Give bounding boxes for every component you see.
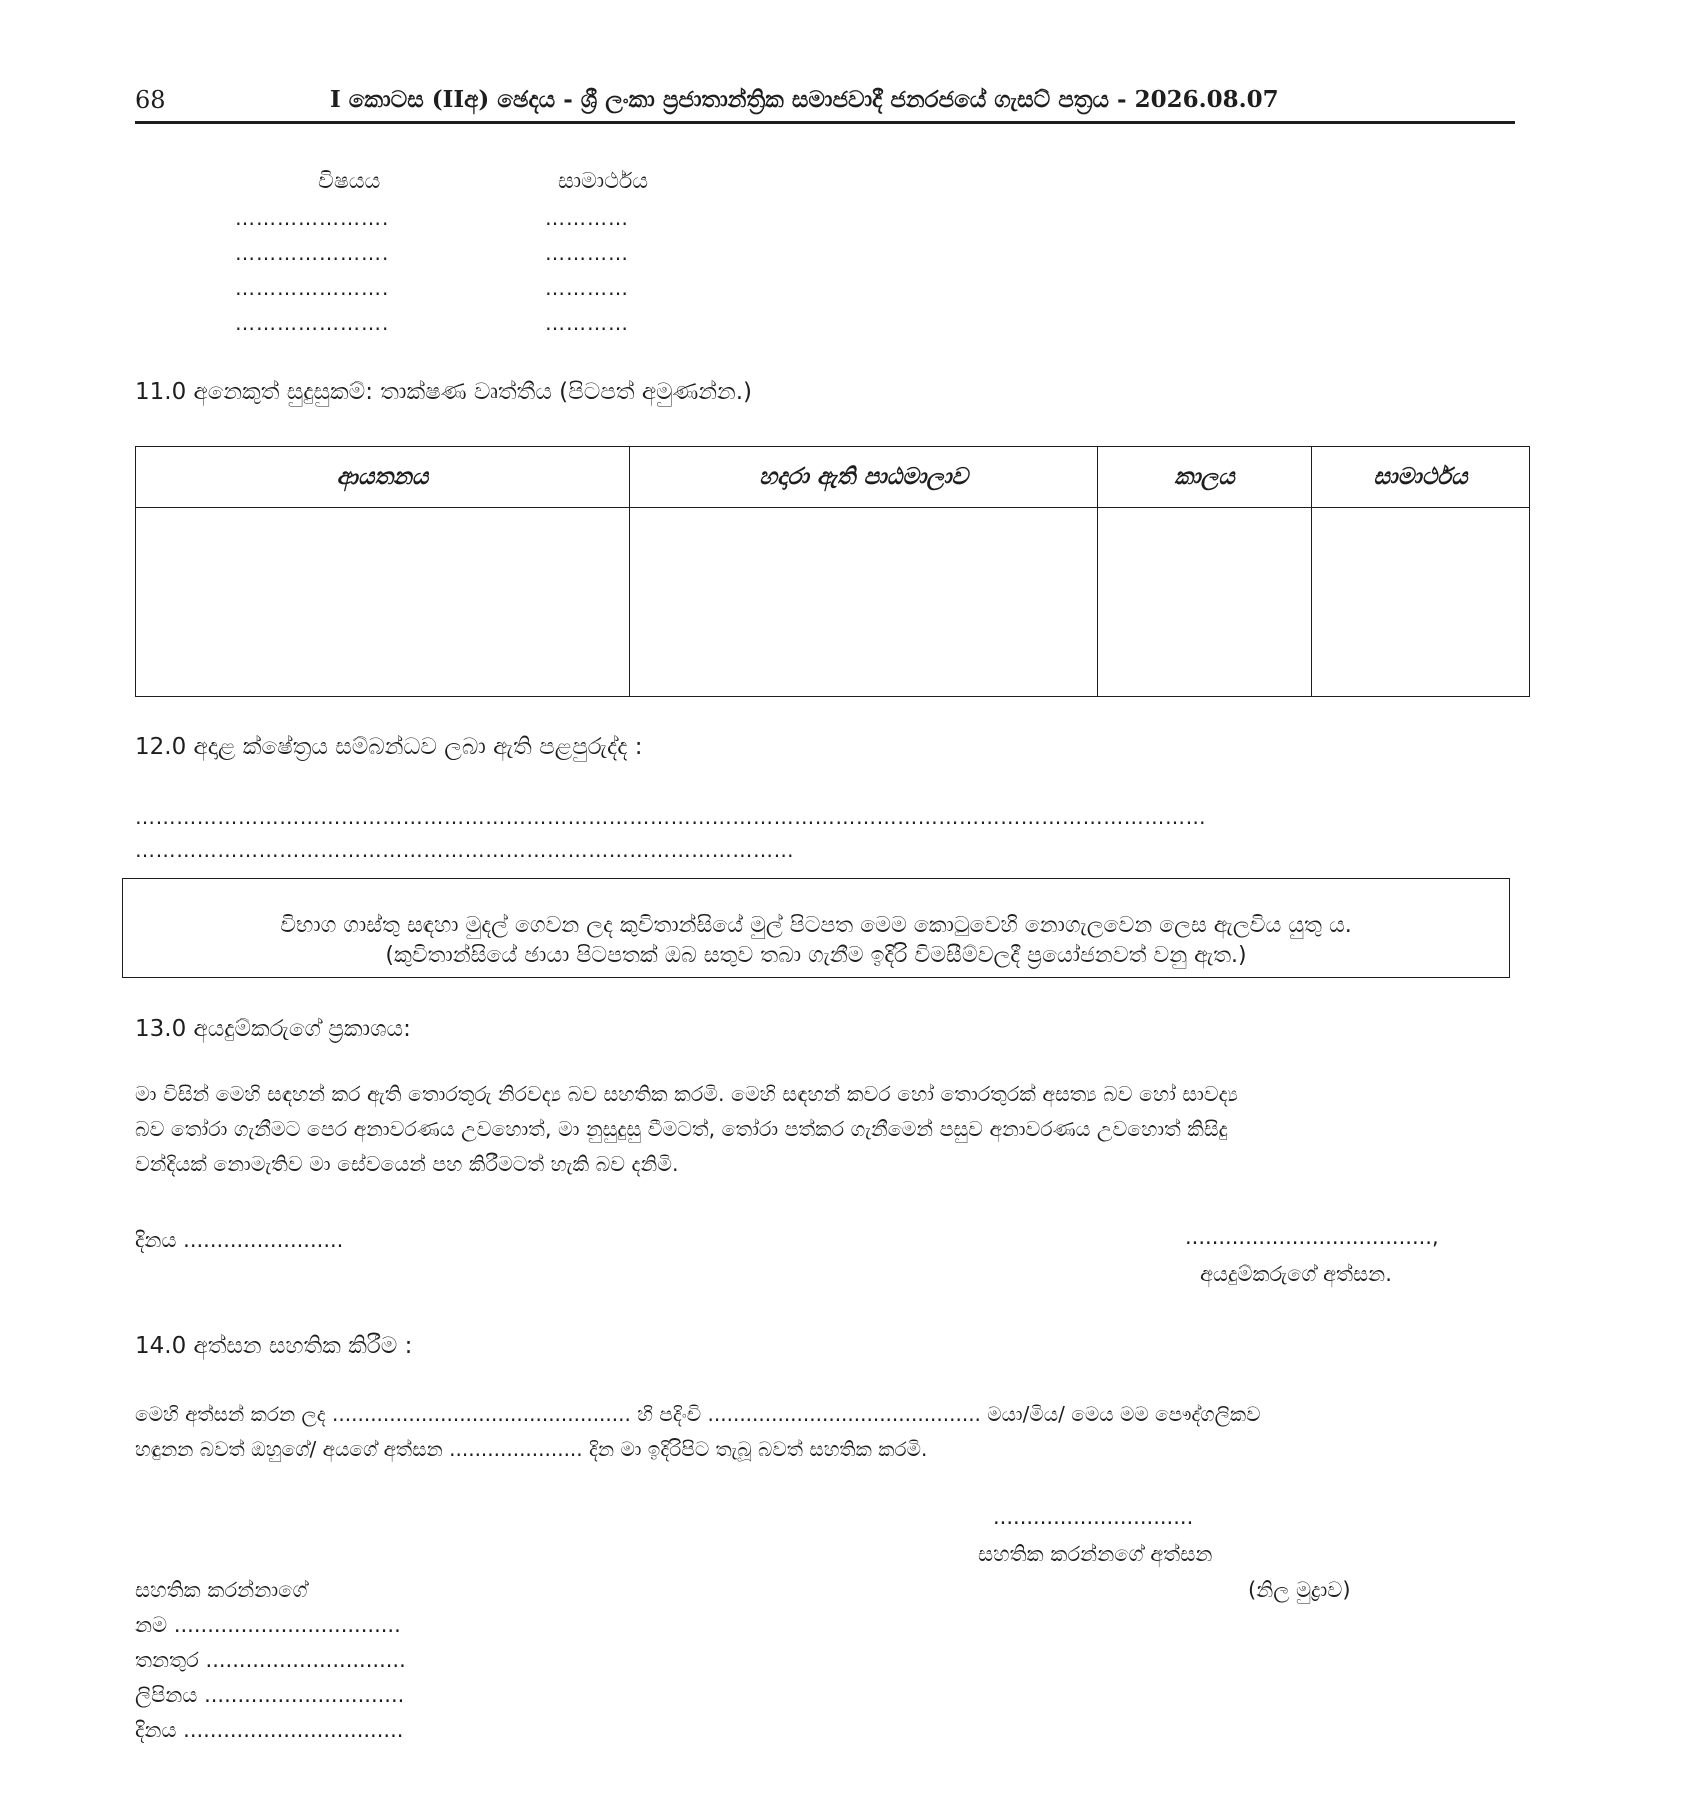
table-cell-institution[interactable] (136, 508, 630, 697)
section-14-heading: 14.0 අත්සන සහතික කිරීම : (135, 1333, 413, 1359)
column-header-institution: ආයතනය (136, 447, 630, 508)
section-13-heading: 13.0 අයදුම්කරුගේ ප්‍රකාශය: (135, 1016, 411, 1042)
declaration-line-3: වන්දියක් නොමැතිව මා සේවයෙන් පහ කිරීමටත් හැකි බව දනිමි. (135, 1152, 679, 1176)
subject-blank-1: …………………. (235, 206, 390, 230)
subject-column-label: විෂයය (318, 169, 381, 194)
certifier-signature-label: සහතික කරන්නගේ අත්සන (978, 1542, 1213, 1566)
receipt-notice-box (122, 878, 1510, 978)
certifier-date-field[interactable]: දිනය ................................. (135, 1718, 404, 1742)
certifier-name-field[interactable]: නම .................................. (135, 1613, 401, 1637)
table-cell-duration[interactable] (1098, 508, 1312, 697)
official-seal-label: (නිල මුද්‍රාව) (1248, 1578, 1351, 1602)
table-row (136, 508, 1530, 697)
grade-blank-2: ………… (545, 241, 629, 265)
certifier-signature-line[interactable]: .............................. (993, 1505, 1194, 1529)
receipt-notice-line-2: (කුවිතාන්සියේ ඡායා පිටපතක් ඔබ සතුව තබා ගැනීම ඉදිරි විමසීම්වලදී ප්‍රයෝජනවත් වනු ඇත.) (385, 943, 1247, 968)
subject-blank-3: …………………. (235, 276, 390, 300)
gazette-header-title: I කොටස (IIඅ) ඡෙදය - ශ්‍රී ලංකා ප්‍රජාතාන්ත්‍රික සමාජවාදී ජනරජයේ ගැසට් පත්‍රය - 2026.08.07 (330, 86, 1279, 113)
page-number: 68 (135, 86, 166, 114)
subject-blank-2: …………………. (235, 241, 390, 265)
grade-blank-4: ………… (545, 311, 629, 335)
section-12-heading: 12.0 අදාළ ක්ෂේත්‍රය සම්බන්ධව ලබා ඇති පළපුරුද්ද : (135, 734, 643, 760)
applicant-signature-label: අයදුම්කරුගේ අත්සන. (1200, 1262, 1392, 1286)
section-11-heading: 11.0 අනෙකුත් සුදුසුකම්: තාක්ෂණ වෘත්තීය (පිටපත් අමුණන්න.) (135, 379, 752, 405)
experience-line-2: …………………………………………………………………………………… (135, 838, 795, 862)
grade-blank-3: ………… (545, 276, 629, 300)
column-header-duration: කාලය (1098, 447, 1312, 508)
column-header-course: හදාරා ඇති පාඨමාලාව (630, 447, 1098, 508)
header-rule (135, 121, 1515, 124)
certifier-address-field[interactable]: ලිපිනය .............................. (135, 1683, 405, 1707)
declaration-line-1: මා විසින් මෙහි සඳහන් කර ඇති තොරතුරු නිරවද්‍ය බව සහතික කරමි. මෙහි සඳහන් කවර හෝ තොරතුරක් අසත්‍ය බව හෝ සාවද්‍ය (135, 1082, 1238, 1106)
certifier-position-field[interactable]: තනතුර .............................. (135, 1648, 406, 1672)
applicant-date-field[interactable]: දිනය ........................ (135, 1228, 344, 1252)
subject-blank-4: …………………. (235, 311, 390, 335)
technical-qualifications-table (135, 446, 1530, 697)
experience-line-1: ………………………………………………………………………………………………………………………………………… (135, 805, 1207, 829)
column-header-grade: සාමාර්ථය (1312, 447, 1530, 508)
certification-line-2: හඳුනන බවත් ඔහුගේ/ අයගේ අත්සන ..................... දින මා ඉදිරිපිට තැබූ බවත් සහතික කරමි. (135, 1437, 928, 1461)
declaration-line-2: බව තෝරා ගැනීමට පෙර අනාවරණය උවහොත්, මා නුසුදුසු වීමටත්, තෝරා පත්කර ගැනීමෙන් පසුව අනාවරණය උවහොත් කිසිදු (135, 1117, 1228, 1141)
grade-blank-1: ………… (545, 206, 629, 230)
table-cell-grade[interactable] (1312, 508, 1530, 697)
receipt-notice-line-1: විභාග ගාස්තු සඳහා මුදල් ගෙවන ලද කුවිතාන්සියේ මුල් පිටපත මෙම කොටුවෙහි නොගැලවෙන ලෙස ඇලවිය යුතු ය. (280, 913, 1352, 938)
table-cell-course[interactable] (630, 508, 1098, 697)
applicant-signature-line[interactable]: ....................................., (1185, 1225, 1439, 1249)
grade-column-label: සාමාර්ථය (558, 169, 649, 194)
certification-line-1: මෙහි අත්සන් කරන ලද ............................................... හි පදිංචි ........................................... මයා/මිය/ මෙය මම පෞද්ගලිකව (135, 1402, 1261, 1426)
certifier-label: සහතික කරන්නාගේ (135, 1578, 308, 1602)
